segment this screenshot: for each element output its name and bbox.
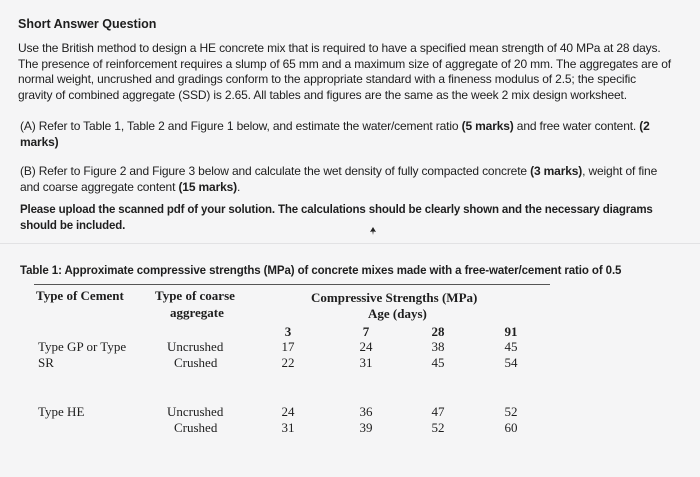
intro-line: normal weight, uncrushed and gradings conform to the appropriate standard with a fineness modulus of 2.5; the specific (18, 72, 637, 86)
part-b-text-4: . (237, 179, 241, 194)
part-b-text-3: and coarse aggregate content (20, 179, 176, 194)
intro-line: The presence of reinforcement requires a slump of 65 mm and a maximum size of aggregate of 20 mm. The aggregates are of (18, 56, 671, 71)
table-caption: Table 1: Approximate compressive strengths (MPa) of concrete mixes made with a free-water/cement ratio of 0.5 (20, 265, 622, 277)
table-cell: 36 (359, 404, 373, 419)
table-cell: 31 (359, 355, 373, 370)
part-a-marks: (5 marks) (461, 119, 514, 133)
part-a-text: (A) Refer to Table 1, Table 2 and Figure 1 below, and estimate the water/cement ratio (20, 119, 459, 133)
header-strengths: Compressive Strengths (MPa) (311, 290, 478, 305)
table-cell: 22 (281, 355, 295, 370)
question-heading: Short Answer Question (18, 17, 157, 31)
question-intro (18, 41, 694, 103)
header-aggregate: Type of coarse (155, 288, 235, 303)
part-b-line (20, 180, 696, 196)
aggregate-crushed: Crushed (174, 420, 218, 435)
table-cell: 45 (431, 355, 445, 370)
part-b (20, 164, 696, 195)
cement-type-he: Type HE (38, 404, 85, 419)
table-cell: 54 (504, 355, 518, 370)
part-b-marks: (3 marks) (530, 164, 583, 178)
upload-instructions (20, 203, 696, 234)
part-b-marks-2: (15 marks) (178, 179, 237, 194)
table-cell: 52 (504, 404, 518, 419)
part-b-text-2: , weight of fine (582, 164, 658, 178)
table-cell: 24 (359, 339, 373, 354)
aggregate-uncrushed: Uncrushed (167, 339, 224, 354)
age-3: 3 (284, 324, 292, 339)
part-a-text-2: and free water content. (516, 119, 637, 133)
age-7: 7 (362, 324, 370, 339)
table-cell: 39 (359, 420, 373, 435)
cement-type-sr: SR (38, 355, 54, 370)
part-a-marks-2-cont: marks) (20, 134, 59, 149)
table-cell: 60 (504, 420, 518, 435)
table-cell: 38 (431, 339, 445, 354)
header-age: Age (days) (368, 306, 427, 321)
intro-line: Use the British method to design a HE concrete mix that is required to have a specified mean strength of 40 MPa at 28 days. (18, 41, 661, 55)
table-cell: 24 (281, 404, 295, 419)
age-91: 91 (504, 324, 518, 339)
part-b-text: (B) Refer to Figure 2 and Figure 3 below and calculate the wet density of fully compacted concrete (20, 164, 527, 178)
age-28: 28 (431, 324, 445, 339)
divider (0, 243, 700, 244)
table-cell: 47 (431, 404, 445, 419)
upload-line: should be included. (20, 219, 126, 232)
table-top-rule (34, 284, 550, 285)
part-a-marks-2: (2 (639, 119, 650, 133)
cement-type-gp: Type GP or Type (38, 339, 127, 354)
part-a-line (20, 119, 696, 135)
table-cell: 45 (504, 339, 518, 354)
header-aggregate-cont: aggregate (170, 305, 224, 320)
header-cement: Type of Cement (36, 288, 124, 303)
table-cell: 17 (281, 339, 295, 354)
upload-line: Please upload the scanned pdf of your solution. The calculations should be clearly shown and the necessary diagrams (20, 204, 653, 216)
mouse-cursor-icon (368, 226, 378, 236)
part-b-line (20, 164, 696, 180)
part-a (20, 119, 696, 150)
table-cell: 52 (431, 420, 445, 435)
intro-line: gravity of combined aggregate (SSD) is 2.65. All tables and figures are the same as the week 2 mix design worksheet. (18, 87, 627, 102)
aggregate-uncrushed: Uncrushed (167, 404, 224, 419)
aggregate-crushed: Crushed (174, 355, 218, 370)
table-cell: 31 (281, 420, 295, 435)
